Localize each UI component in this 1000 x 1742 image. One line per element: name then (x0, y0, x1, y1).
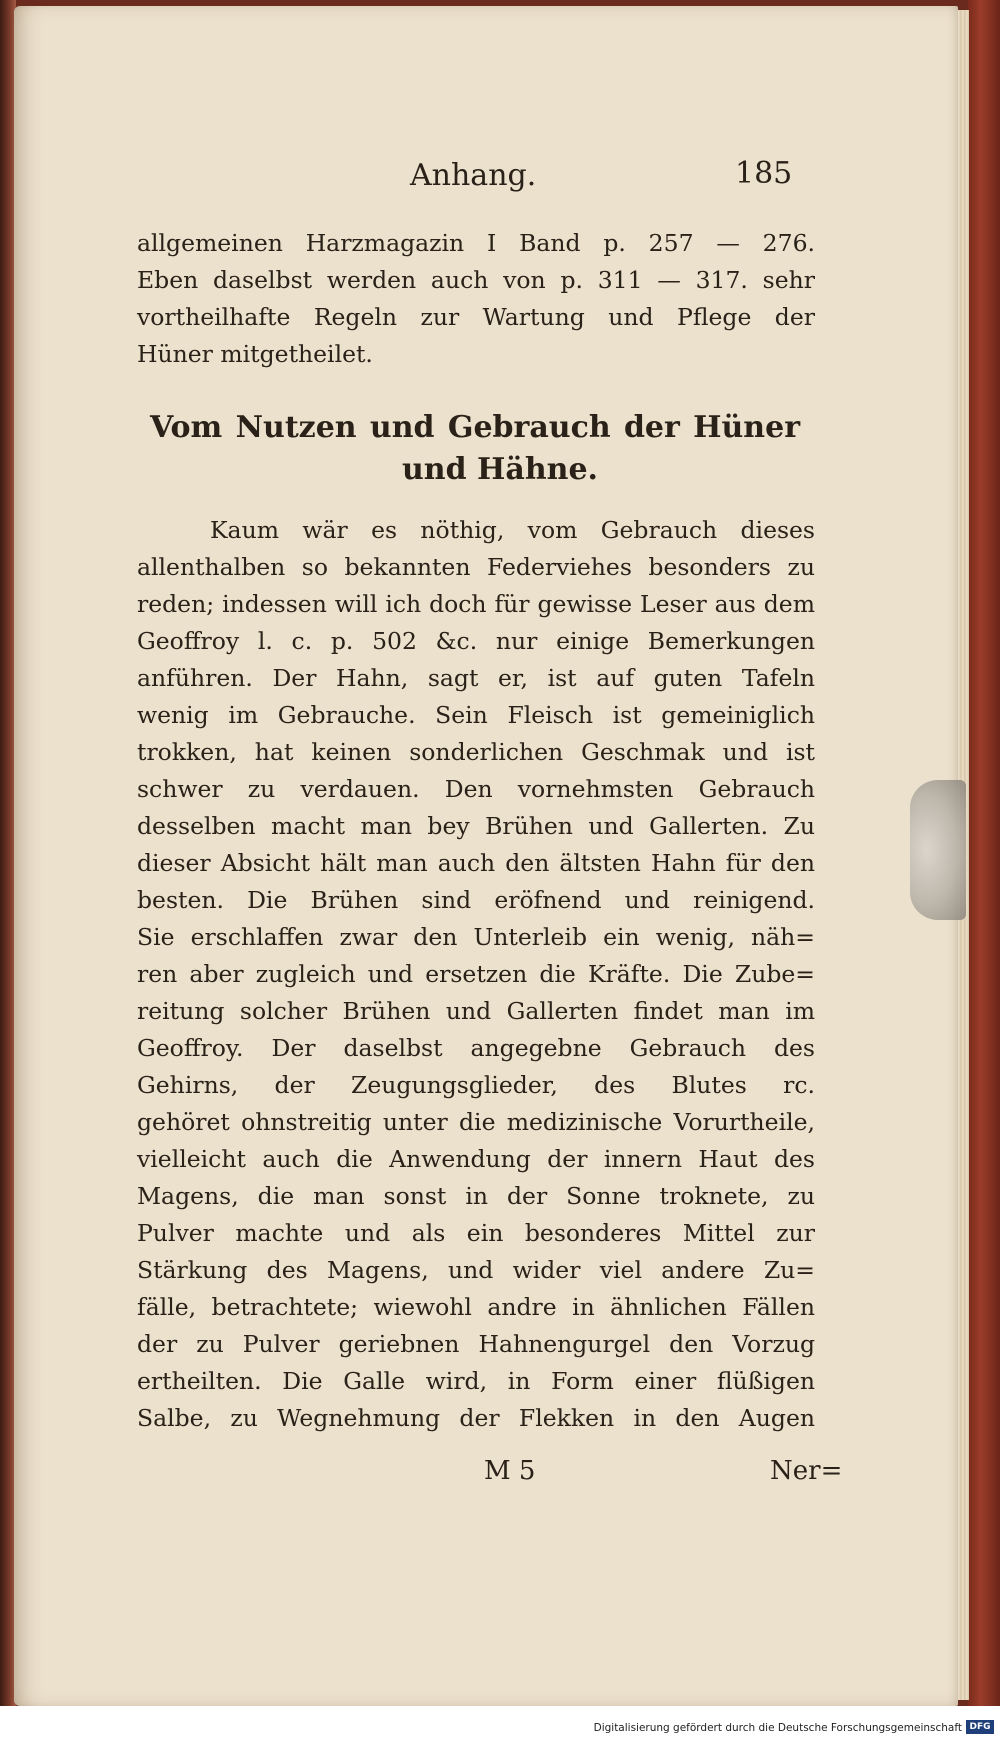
body-line: Magens, die man sonst in der Sonne troknete, zu (137, 1182, 815, 1210)
body-line: Geoffroy. Der daselbst angegebne Gebrauch des (137, 1034, 815, 1062)
body-line: besten. Die Brühen sind eröfnend und reinigend. (137, 886, 815, 914)
body-line: Kaum wär es nöthig, vom Gebrauch dieses (210, 516, 815, 544)
body-line: dieser Absicht hält man auch den ältsten Hahn für den (137, 849, 815, 877)
body-line: allenthalben so bekannten Federviehes besonders zu (137, 553, 815, 581)
book-cover-right (968, 0, 1000, 1742)
page-clip (910, 780, 966, 920)
body-line: ren aber zugleich und ersetzen die Kräfte. Die Zube= (137, 960, 815, 988)
body-line: Geoffroy l. c. p. 502 &c. nur einige Bemerkungen (137, 627, 815, 655)
running-header: Anhang. (410, 158, 537, 193)
digitization-credit: Digitalisierung gefördert durch die Deutsche Forschungsgemeinschaft (593, 1722, 962, 1734)
body-line: reitung solcher Brühen und Gallerten findet man im (137, 997, 815, 1025)
catchword: Ner= (770, 1456, 843, 1486)
body-line: wenig im Gebrauche. Sein Fleisch ist gemeiniglich (137, 701, 815, 729)
page-number: 185 (735, 156, 793, 191)
body-line: Gehirns, der Zeugungsglieder, des Blutes rc. (137, 1071, 815, 1099)
intro-line: vortheilhafte Regeln zur Wartung und Pflege der (137, 303, 815, 331)
intro-line: Eben daselbst werden auch von p. 311 — 317. sehr (137, 266, 815, 294)
body-line: Sie erschlaffen zwar den Unterleib ein wenig, näh= (137, 923, 815, 951)
body-line: ertheilten. Die Galle wird, in Form einer flüßigen (137, 1367, 815, 1395)
body-line: Stärkung des Magens, und wider viel andere Zu= (137, 1256, 815, 1284)
dfg-logo-icon: DFG (966, 1720, 994, 1734)
body-line: desselben macht man bey Brühen und Gallerten. Zu (137, 812, 815, 840)
intro-line: Hüner mitgetheilet. (137, 340, 373, 368)
signature-mark: M 5 (484, 1456, 536, 1486)
section-heading: Vom Nutzen und Gebrauch der Hüner (150, 410, 800, 445)
body-line: der zu Pulver geriebnen Hahnengurgel den Vorzug (137, 1330, 815, 1358)
section-heading-continued: und Hähne. (402, 452, 598, 487)
body-line: schwer zu verdauen. Den vornehmsten Gebrauch (137, 775, 815, 803)
body-line: reden; indessen will ich doch für gewisse Leser aus dem (137, 590, 815, 618)
body-line: Pulver machte und als ein besonderes Mittel zur (137, 1219, 815, 1247)
body-line: fälle, betrachtete; wiewohl andre in ähnlichen Fällen (137, 1293, 815, 1321)
body-line: Salbe, zu Wegnehmung der Flekken in den Augen (137, 1404, 815, 1432)
body-line: gehöret ohnstreitig unter die medizinische Vorurtheile, (137, 1108, 815, 1136)
body-line: vielleicht auch die Anwendung der innern Haut des (137, 1145, 815, 1173)
intro-line: allgemeinen Harzmagazin I Band p. 257 — 276. (137, 229, 815, 257)
body-line: anführen. Der Hahn, sagt er, ist auf guten Tafeln (137, 664, 815, 692)
body-line: trokken, hat keinen sonderlichen Geschmak und ist (137, 738, 815, 766)
